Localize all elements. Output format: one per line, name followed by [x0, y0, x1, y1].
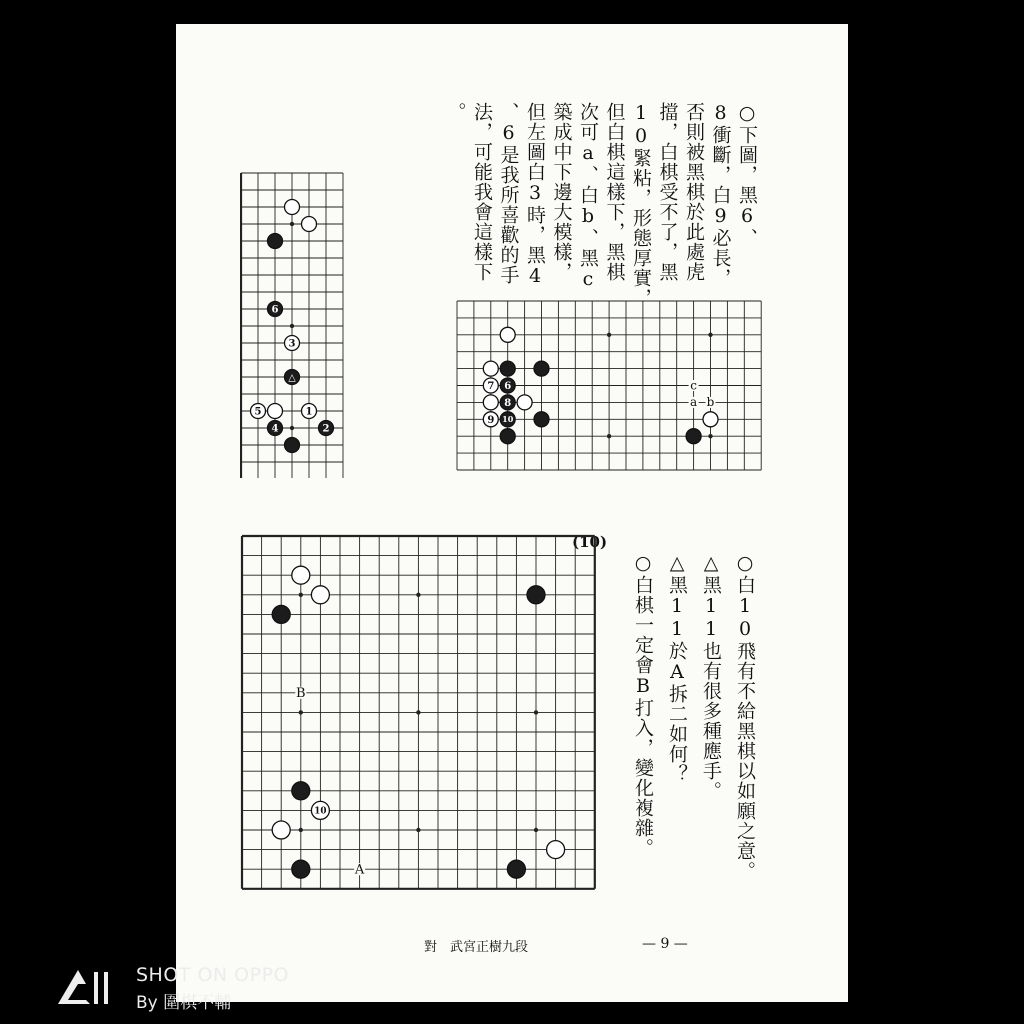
- commentary-top-column: 築成中下邊大模樣，: [550, 102, 573, 282]
- point-letter: [689, 395, 699, 409]
- black-stone: [285, 370, 300, 385]
- white-stone: [285, 200, 300, 215]
- svg-text:B: B: [296, 685, 306, 701]
- star-point: [416, 593, 420, 597]
- white-stone: [251, 404, 266, 419]
- white-stone: [311, 801, 329, 819]
- commentary-top-column: 8衝斷，白9必長，: [709, 102, 732, 288]
- star-point: [290, 324, 294, 328]
- commentary-top-column: 10緊粘，形態厚實，: [630, 102, 652, 308]
- point-letter: [354, 862, 365, 877]
- black-stone: [500, 378, 515, 393]
- commentary-top-column: 、6是我所喜歡的手: [497, 102, 520, 285]
- svg-text:2: 2: [322, 423, 330, 435]
- svg-text:5: 5: [254, 406, 262, 418]
- black-stone: [268, 234, 283, 249]
- white-stone: [483, 361, 498, 376]
- commentary-bottom-column: ○白10飛有不給黑棋以如願之意。: [734, 552, 756, 881]
- svg-text:△: △: [288, 372, 296, 384]
- commentary-bottom-column: ○白棋一定會B打入，變化複雜。: [632, 552, 654, 858]
- commentary-top-column: 否則被黑棋於此處虎: [683, 102, 705, 282]
- white-stone: [285, 336, 300, 351]
- white-stone: [703, 412, 718, 427]
- svg-text:3: 3: [288, 338, 296, 350]
- svg-text:4: 4: [271, 423, 279, 435]
- star-point: [299, 828, 303, 832]
- footer-author: 對 武宮正樹九段: [424, 940, 529, 955]
- svg-text:10: 10: [314, 806, 327, 817]
- white-stone: [272, 821, 290, 839]
- white-stone: [302, 217, 317, 232]
- commentary-top-column: 擋，白棋受不了，黑: [656, 102, 679, 282]
- oppo-ai-logo-icon: [56, 964, 118, 1008]
- point-letter: [295, 686, 306, 701]
- star-point: [290, 222, 294, 226]
- white-stone: [292, 566, 310, 584]
- white-stone: [483, 378, 498, 393]
- white-stone: [483, 395, 498, 410]
- black-stone: [268, 421, 283, 436]
- svg-text:7: 7: [487, 381, 495, 393]
- commentary-bottom-column: △黑11也有很多種應手。: [700, 552, 722, 801]
- black-stone: [527, 586, 545, 604]
- svg-text:b: b: [706, 395, 715, 410]
- black-stone: [534, 361, 549, 376]
- star-point: [416, 710, 420, 714]
- svg-text:8: 8: [504, 398, 512, 409]
- white-stone: [311, 586, 329, 604]
- star-point: [299, 710, 303, 714]
- white-stone: [268, 404, 283, 419]
- black-stone: [292, 782, 310, 800]
- svg-text:9: 9: [487, 414, 495, 426]
- black-stone: [500, 361, 515, 376]
- go-board-right-diagram: [456, 300, 762, 480]
- camera-watermark: [56, 962, 316, 1012]
- go-board-main-diagram: [240, 534, 600, 894]
- black-stone: [500, 395, 515, 410]
- black-stone: [686, 429, 701, 444]
- diagram-title: (10): [572, 533, 608, 551]
- svg-text:6: 6: [504, 381, 512, 393]
- white-stone: [302, 404, 317, 419]
- star-point: [607, 333, 611, 337]
- commentary-top-column: ○下圖，黑6、: [736, 102, 758, 248]
- watermark-line1: SHOT ON OPPO: [136, 964, 289, 986]
- black-stone: [500, 429, 515, 444]
- svg-text:c: c: [690, 378, 697, 393]
- commentary-bottom-column: △黑11於A拆二如何？: [666, 552, 688, 784]
- black-stone: [272, 605, 290, 623]
- star-point: [708, 434, 712, 438]
- svg-text:A: A: [354, 862, 365, 878]
- white-stone: [517, 395, 532, 410]
- star-point: [290, 426, 294, 430]
- star-point: [299, 593, 303, 597]
- white-stone: [547, 841, 565, 859]
- svg-text:6: 6: [271, 304, 279, 316]
- white-stone: [483, 412, 498, 427]
- commentary-top-column: 次可a、白b、黑c: [577, 102, 599, 291]
- svg-text:10: 10: [502, 414, 514, 425]
- point-letter: [689, 378, 699, 392]
- black-stone: [268, 302, 283, 317]
- black-stone: [292, 860, 310, 878]
- black-stone: [534, 412, 549, 427]
- star-point: [416, 828, 420, 832]
- commentary-top-column: 。: [444, 102, 467, 122]
- black-stone: [500, 412, 515, 427]
- book-page: [176, 24, 848, 1002]
- svg-text:a: a: [690, 395, 698, 410]
- svg-text:1: 1: [305, 406, 313, 418]
- go-board-left-diagram: [240, 172, 352, 478]
- star-point: [534, 828, 538, 832]
- commentary-top-column: 法，可能我會這樣下: [471, 102, 493, 282]
- point-letter: [706, 395, 716, 409]
- black-stone: [319, 421, 334, 436]
- page-number: — 9 —: [642, 936, 688, 952]
- black-stone: [507, 860, 525, 878]
- commentary-top-column: 但左圖白3時，黑4: [524, 102, 546, 288]
- watermark-line2: By 圍棋不輔: [136, 993, 232, 1013]
- star-point: [607, 434, 611, 438]
- black-stone: [285, 438, 300, 453]
- star-point: [708, 333, 712, 337]
- commentary-top-column: 但白棋這樣下，黑棋: [603, 102, 626, 282]
- star-point: [534, 710, 538, 714]
- white-stone: [500, 327, 515, 342]
